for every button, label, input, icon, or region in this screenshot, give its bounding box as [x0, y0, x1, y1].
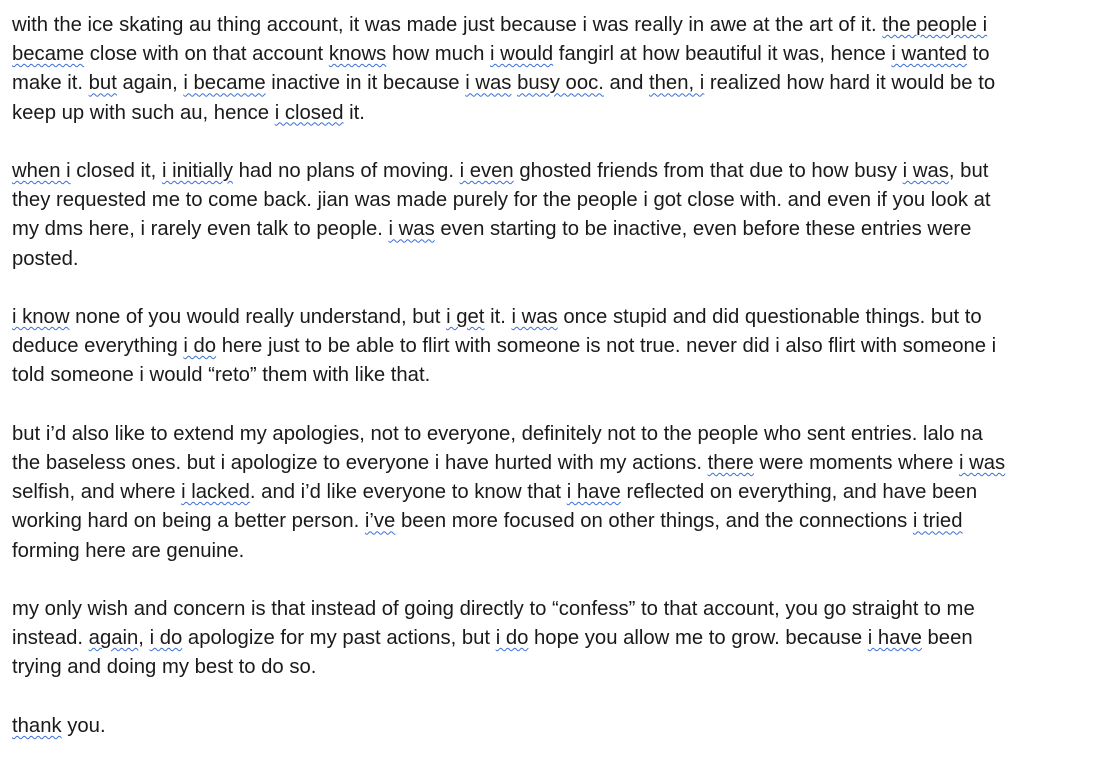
document-body[interactable] [12, 11, 1096, 770]
text-run: you. [61, 714, 106, 737]
text-line [12, 537, 1096, 566]
paragraph [12, 157, 1096, 274]
spellcheck-flagged-word[interactable]: busy ooc. [517, 72, 604, 95]
text-run: fangirl at how beautiful it was, hence [553, 43, 892, 66]
text-run: inactive in it because [265, 72, 466, 95]
text-line [12, 157, 1096, 186]
text-run: again, [116, 72, 184, 95]
text-run: here just to be able to flirt with someone is not true. never did i also flirt with someone i [216, 335, 997, 358]
text-run: my dms here, i rarely even talk to people. [12, 218, 389, 241]
text-run: how much [386, 43, 491, 66]
spellcheck-flagged-word[interactable]: i even [459, 160, 514, 182]
spellcheck-flagged-word[interactable]: knows [328, 43, 387, 66]
text-run: ghosted friends from that due to how busy [513, 160, 903, 182]
spellcheck-flagged-word[interactable]: i tried [912, 510, 963, 533]
spellcheck-flagged-word[interactable]: i know [12, 306, 70, 328]
text-run: they requested me to come back. jian was made purely for the people i got close with. and even if you look at [12, 189, 991, 212]
paragraph [12, 420, 1096, 566]
spellcheck-flagged-word[interactable]: i closed [274, 101, 344, 124]
text-run: , [138, 627, 150, 650]
text-line [12, 595, 1096, 624]
text-run: close with on that account [84, 43, 329, 66]
text-run: make it. [12, 72, 89, 95]
text-run: apologize for my past actions, but [182, 627, 496, 650]
text-run: been more focused on other things, and the connections [395, 510, 913, 533]
spellcheck-flagged-word[interactable]: i have [867, 627, 922, 650]
spellcheck-flagged-word[interactable]: i was [958, 452, 1006, 474]
text-run: selfish, and where [12, 481, 182, 504]
spellcheck-flagged-word[interactable]: became [12, 43, 85, 66]
text-run: had no plans of moving. [232, 160, 460, 182]
text-line [12, 332, 1096, 361]
text-run: but i’d also like to extend my apologies, not to everyone, definitely not to the people who sent entries. lalo na [12, 422, 983, 445]
text-line [12, 449, 1096, 478]
text-line [12, 245, 1096, 274]
spellcheck-flagged-word[interactable]: then, i [649, 72, 705, 95]
text-run: deduce everything [12, 335, 184, 358]
text-run: realized how hard it would be to [704, 72, 996, 95]
text-line [12, 11, 1096, 40]
text-line [12, 69, 1096, 98]
text-run: were moments where [753, 452, 959, 474]
text-run: and [603, 72, 649, 95]
text-run: , but [948, 160, 989, 182]
text-run: with the ice skating au thing account, it was made just because i was really in awe at the art of it. [12, 14, 883, 36]
text-run: instead. [12, 627, 89, 650]
text-run: told someone i would “reto” them with like that. [12, 364, 431, 387]
text-run: my only wish and concern is that instead of going directly to “confess” to that account, you go straight to me [12, 598, 975, 620]
text-line [12, 653, 1096, 682]
text-line [12, 507, 1096, 536]
text-run: . and i’d like everyone to know that [249, 481, 567, 504]
text-run: reflected on everything, and have been [620, 481, 978, 504]
paragraph [12, 303, 1096, 391]
paragraph [12, 712, 1096, 741]
spellcheck-flagged-word[interactable]: i became [183, 72, 266, 95]
spellcheck-flagged-word[interactable]: i was [511, 306, 558, 328]
text-line [12, 712, 1096, 741]
spellcheck-flagged-word[interactable]: i have [566, 481, 621, 504]
text-run: posted. [12, 247, 79, 270]
text-line [12, 186, 1096, 215]
spellcheck-flagged-word[interactable]: i’ve [364, 510, 396, 533]
spellcheck-flagged-word[interactable]: the people i [882, 14, 988, 36]
spellcheck-flagged-word[interactable]: but [88, 72, 117, 95]
paragraph [12, 595, 1096, 683]
text-line [12, 303, 1096, 332]
spellcheck-flagged-word[interactable]: i was [465, 72, 512, 95]
spellcheck-flagged-word[interactable]: i was [388, 218, 435, 241]
text-run: been [921, 627, 973, 650]
text-line [12, 420, 1096, 449]
text-run: forming here are genuine. [12, 539, 245, 562]
spellcheck-flagged-word[interactable]: i would [490, 43, 554, 66]
text-line [12, 361, 1096, 390]
text-run: none of you would really understand, but [69, 306, 447, 328]
text-run: trying and doing my best to do so. [12, 656, 317, 679]
text-run: once stupid and did questionable things. but to [557, 306, 982, 328]
text-line [12, 215, 1096, 244]
paragraph [12, 11, 1096, 128]
spellcheck-flagged-word[interactable]: i get [446, 306, 485, 328]
spellcheck-flagged-word[interactable]: thank [12, 714, 62, 737]
text-run: even starting to be inactive, even before these entries were [434, 218, 972, 241]
spellcheck-flagged-word[interactable]: when i [12, 160, 71, 182]
spellcheck-flagged-word[interactable]: again [88, 627, 139, 650]
text-line [12, 40, 1096, 69]
text-run: it. [484, 306, 512, 328]
text-run: working hard on being a better person. [12, 510, 365, 533]
text-run: it. [343, 101, 365, 124]
text-run: to [966, 43, 990, 66]
text-line [12, 478, 1096, 507]
spellcheck-flagged-word[interactable]: i initially [161, 160, 233, 182]
text-run: hope you allow me to grow. because [528, 627, 868, 650]
text-run: closed it, [70, 160, 162, 182]
spellcheck-flagged-word[interactable]: i do [149, 627, 183, 650]
text-line [12, 624, 1096, 653]
spellcheck-flagged-word[interactable]: there [707, 452, 754, 474]
spellcheck-flagged-word[interactable]: i do [495, 627, 529, 650]
spellcheck-flagged-word[interactable]: i wanted [891, 43, 967, 66]
spellcheck-flagged-word[interactable]: i was [902, 160, 949, 182]
text-run: the baseless ones. but i apologize to everyone i have hurted with my actions. [12, 452, 708, 474]
spellcheck-flagged-word[interactable]: i do [183, 335, 217, 358]
text-run: keep up with such au, hence [12, 101, 275, 124]
text-line [12, 99, 1096, 128]
spellcheck-flagged-word[interactable]: i lacked [181, 481, 250, 504]
